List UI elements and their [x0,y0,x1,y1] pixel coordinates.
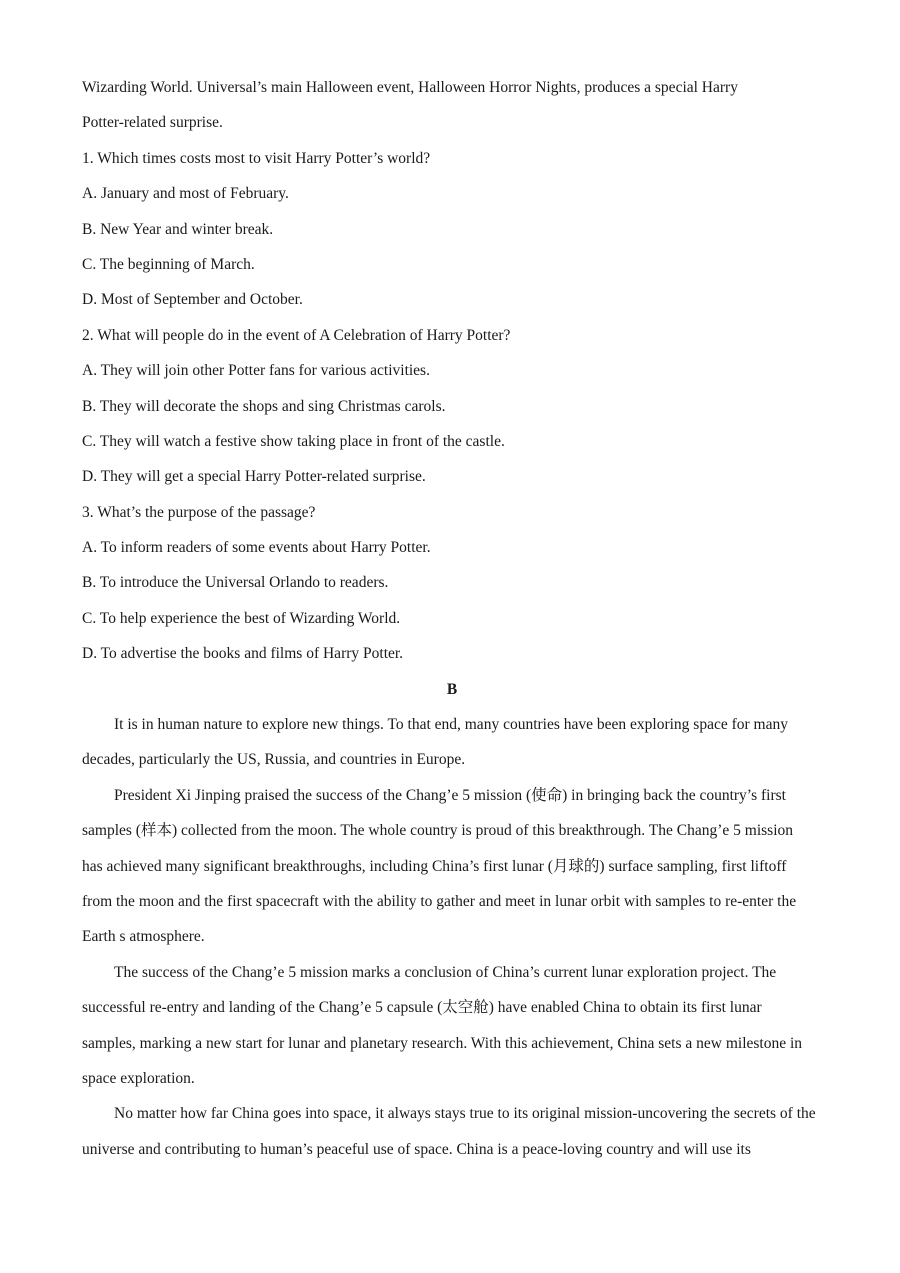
question-3-option-a: A. To inform readers of some events about Harry Potter. [82,539,431,557]
paragraph-line: universe and contributing to human’s peaceful use of space. China is a peace-loving country and will use its [82,1140,751,1158]
passage-a-line: Potter-related surprise. [82,114,223,132]
question-3-stem: 3. What’s the purpose of the passage? [82,503,316,521]
question-3-option-b: B. To introduce the Universal Orlando to readers. [82,574,389,592]
paragraph-line: from the moon and the first spacecraft with the ability to gather and meet in lunar orbit with samples to re-enter the [82,892,797,910]
paragraph-line: samples, marking a new start for lunar and planetary research. With this achievement, China sets a new milestone in [82,1034,803,1052]
passage-a-line: Wizarding World. Universal’s main Halloween event, Halloween Horror Nights, produces a special Harry [82,79,738,96]
question-1-option-d: D. Most of September and October. [82,291,303,309]
paragraph-line: It is in human nature to explore new things. To that end, many countries have been exploring space for many [114,716,788,734]
paragraph-line: space exploration. [82,1069,195,1087]
question-1-option-b: B. New Year and winter break. [82,220,274,238]
question-2-option-a: A. They will join other Potter fans for various activities. [82,362,430,380]
question-2-option-d: D. They will get a special Harry Potter-related surprise. [82,468,426,486]
section-b-heading: B [446,680,458,698]
question-3-option-c: C. To help experience the best of Wizarding World. [82,609,401,627]
question-1-stem: 1. Which times costs most to visit Harry Potter’s world? [82,149,431,167]
question-1-option-c: C. The beginning of March. [82,255,255,273]
question-2-option-b: B. They will decorate the shops and sing Christmas carols. [82,397,446,415]
question-2-stem: 2. What will people do in the event of A Celebration of Harry Potter? [82,326,511,344]
document-page [82,70,822,1167]
question-1-option-a: A. January and most of February. [82,185,289,203]
question-2-option-c: C. They will watch a festive show taking place in front of the castle. [82,432,505,450]
paragraph-line: No matter how far China goes into space, it always stays true to its original mission-uncovering the secrets of the [114,1105,816,1123]
paragraph-line: successful re-entry and landing of the Chang’e 5 capsule (太空舱) have enabled China to obtain its first lunar [82,999,762,1017]
paragraph-line: Earth s atmosphere. [82,928,205,946]
paragraph-line: samples (样本) collected from the moon. The whole country is proud of this breakthrough. The Chang’e 5 mission [82,822,793,840]
paragraph-line: has achieved many significant breakthroughs, including China’s first lunar (月球的) surface sampling, first liftoff [82,857,787,875]
paragraph-line: The success of the Chang’e 5 mission marks a conclusion of China’s current lunar exploration project. The [114,963,777,981]
paragraph-line: President Xi Jinping praised the success of the Chang’e 5 mission (使命) in bringing back the country’s first [114,786,786,804]
paragraph-line: decades, particularly the US, Russia, and countries in Europe. [82,751,466,769]
question-3-option-d: D. To advertise the books and films of Harry Potter. [82,645,404,663]
